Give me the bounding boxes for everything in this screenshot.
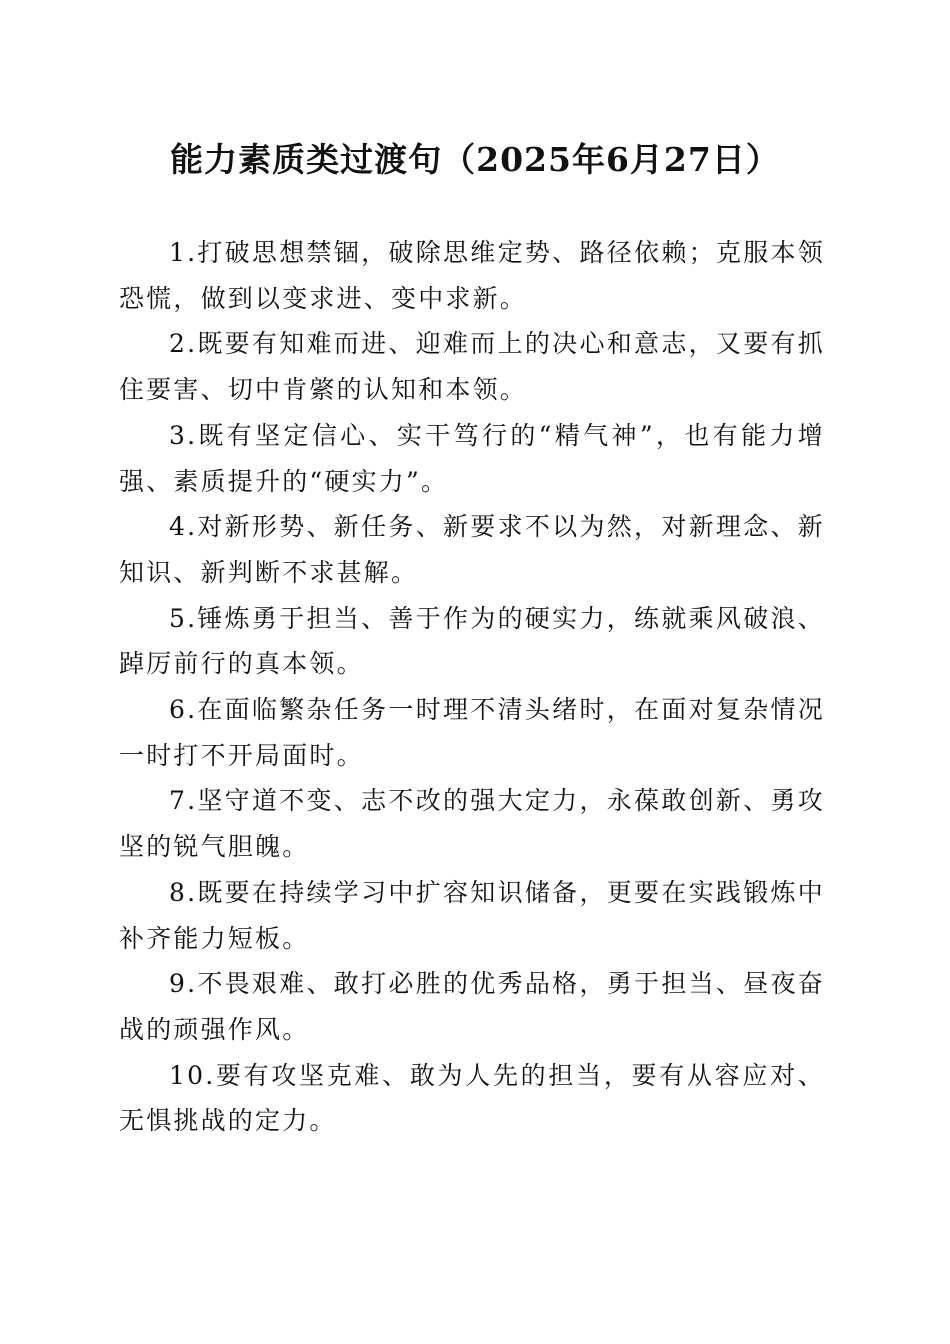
document-body [119, 230, 825, 1144]
document-title: 能力素质类过渡句（2025年6月27日） [170, 140, 780, 179]
paragraph-1: 1.打破思想禁锢，破除思维定势、路径依赖；克服本领恐慌，做到以变求进、变中求新。 [119, 238, 825, 313]
paragraph-3: 3.既有坚定信心、实干笃行的“精气神”，也有能力增强、素质提升的“硬实力”。 [119, 420, 825, 496]
paragraph-10: 10.要有攻坚克难、敢为人先的担当，要有从容应对、无惧挑战的定力。 [119, 1060, 825, 1136]
paragraph-6: 6.在面临繁杂任务一时理不清头绪时，在面对复杂情况一时打不开局面时。 [119, 695, 825, 770]
paragraph-9: 9.不畏艰难、敢打必胜的优秀品格，勇于担当、昼夜奋战的顽强作风。 [119, 969, 825, 1044]
paragraph-8: 8.既要在持续学习中扩容知识储备，更要在实践锻炼中补齐能力短板。 [119, 877, 825, 953]
paragraph-4: 4.对新形势、新任务、新要求不以为然，对新理念、新知识、新判断不求甚解。 [119, 512, 825, 587]
paragraph-5: 5.锤炼勇于担当、善于作为的硬实力，练就乘风破浪、踔厉前行的真本领。 [119, 603, 825, 679]
paragraph-7: 7.坚守道不变、志不改的强大定力，永葆敢创新、勇攻坚的锐气胆魄。 [119, 786, 825, 862]
paragraph-2: 2.既要有知难而进、迎难而上的决心和意志，又要有抓住要害、切中肯綮的认知和本领。 [119, 329, 825, 405]
